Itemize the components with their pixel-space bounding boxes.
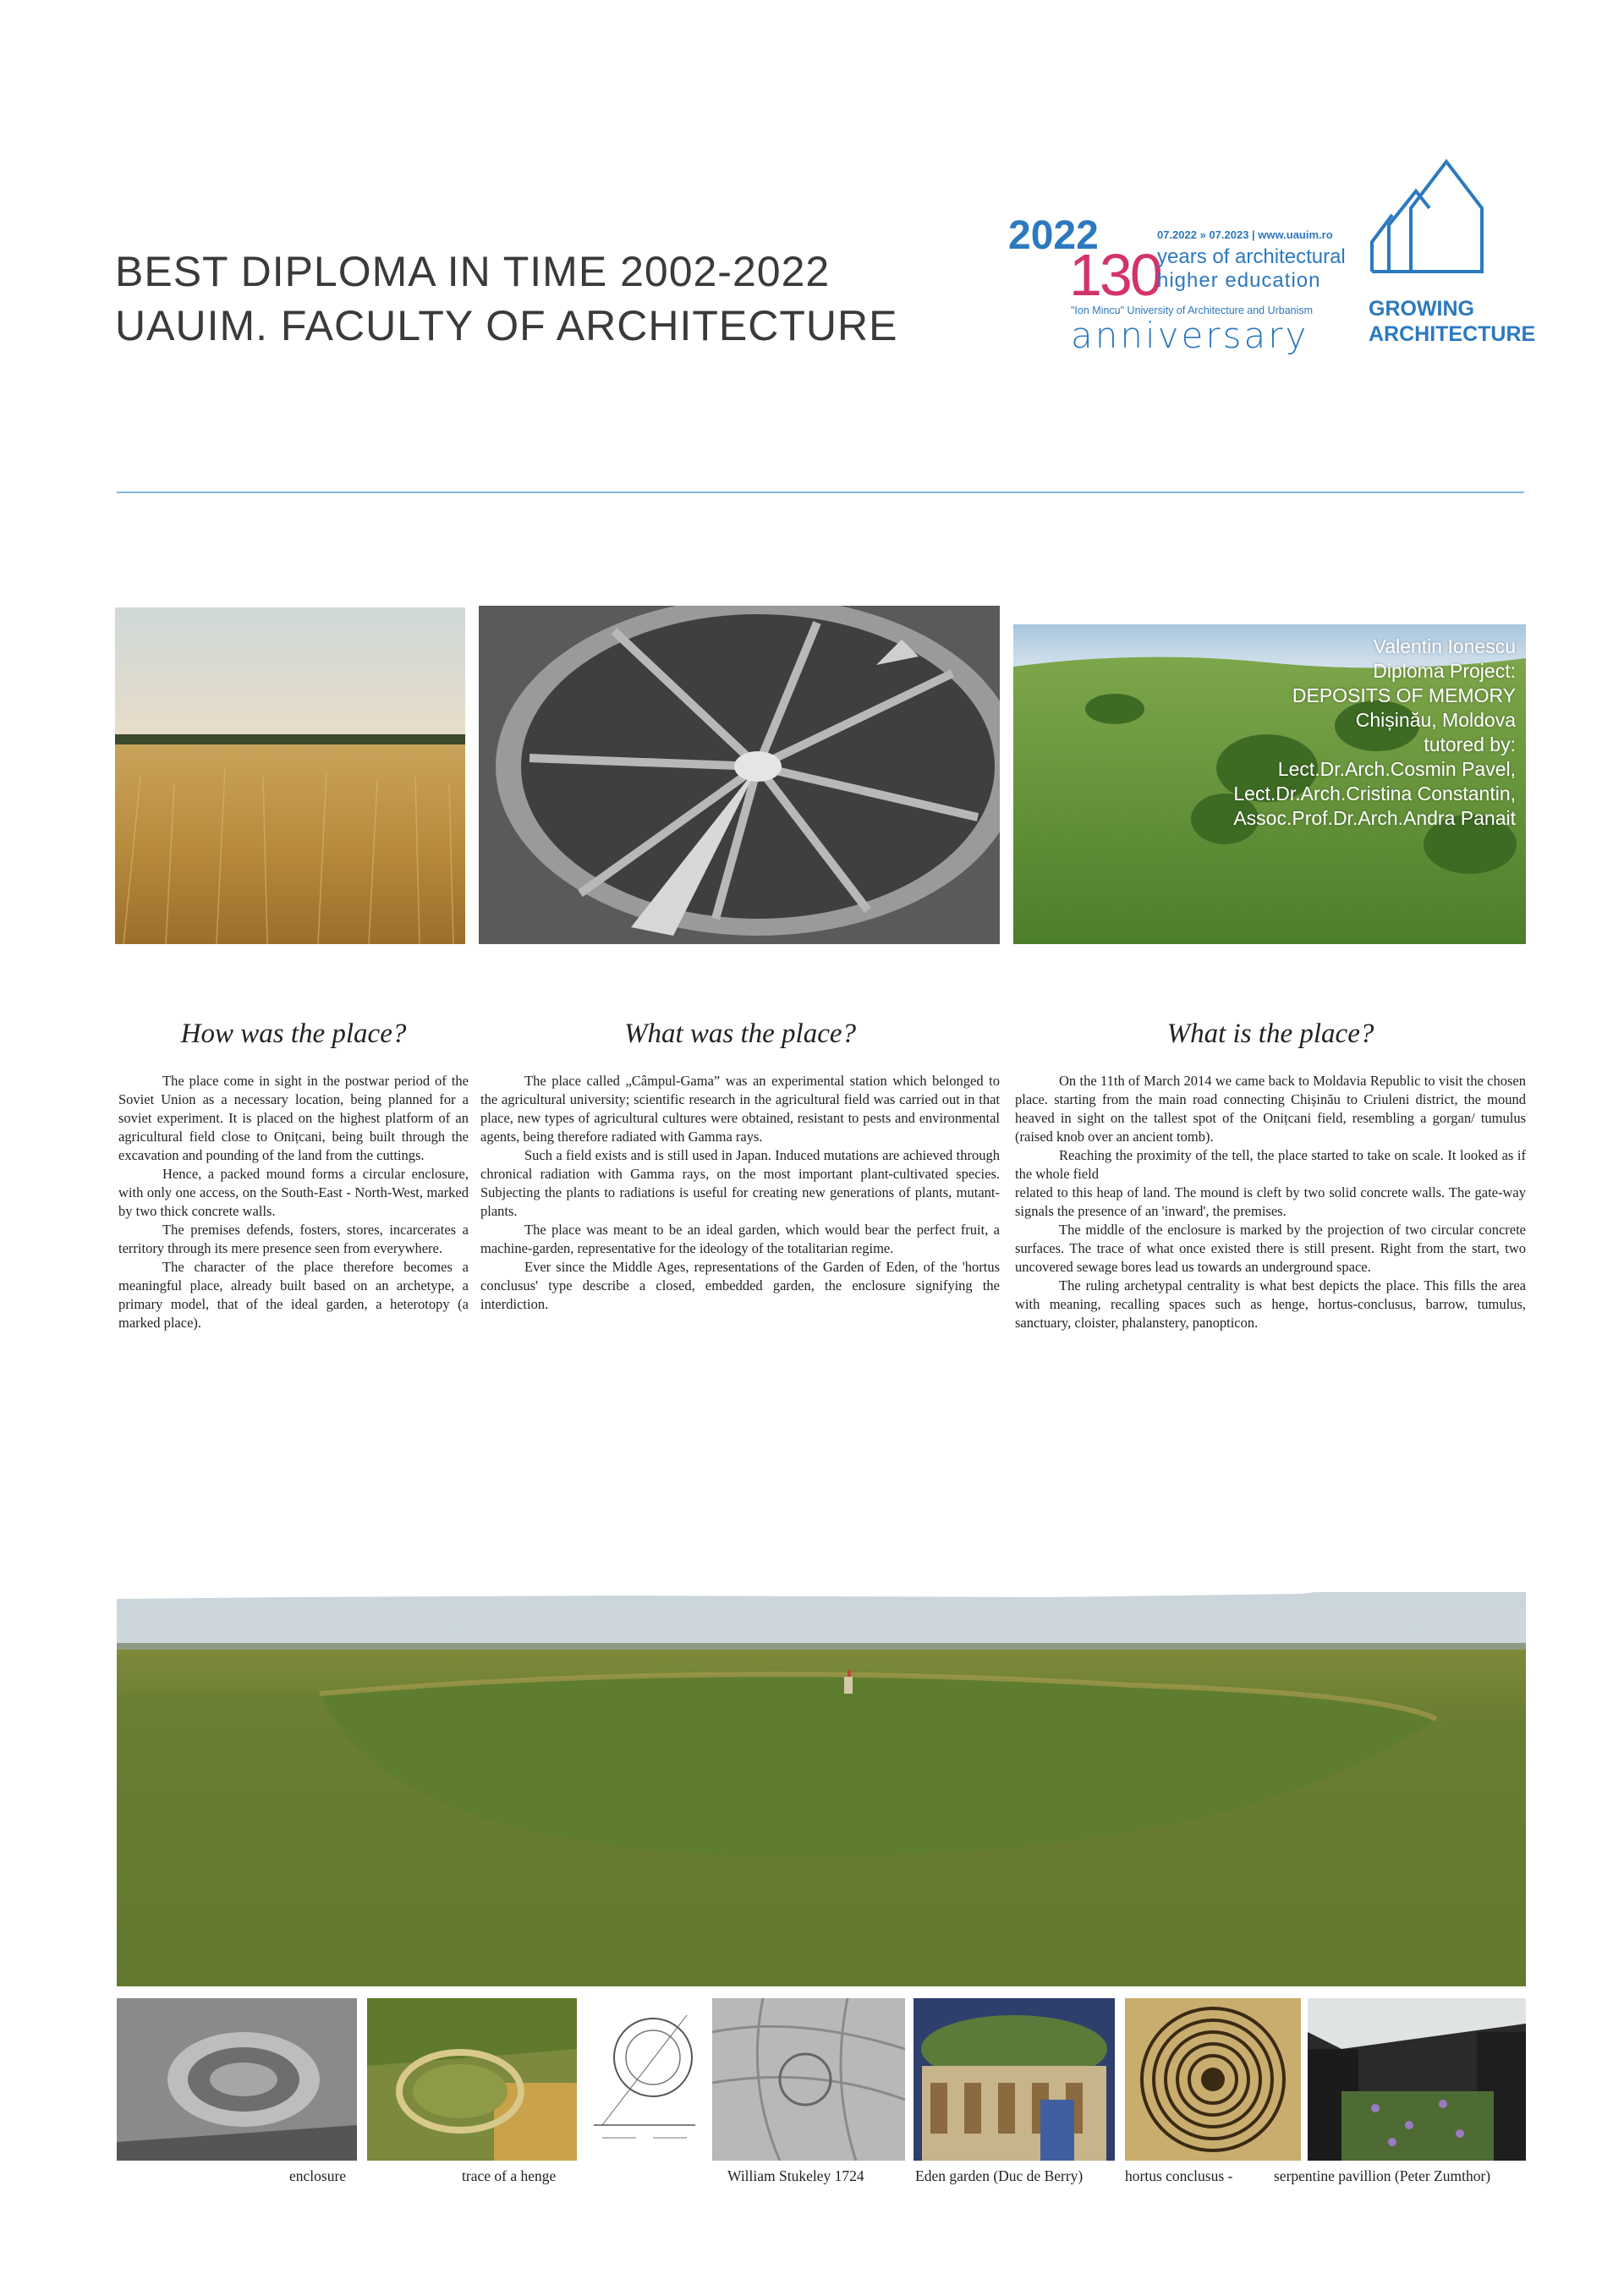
column-body bbox=[1015, 1072, 1526, 1332]
labyrinth-thumbnail bbox=[1125, 1998, 1301, 2161]
column-heading: What was the place? bbox=[623, 1019, 857, 1049]
paragraph: On the 11th of March 2014 we came back to Moldavia Republic to visit the chosen place. starting from the main road connecting Chișinău to Criuleni district, the mound heaved in sight on the tallest spot of the Onițcani field, resembling a gorgan/ tumulus (raised knob over an ancient tomb). bbox=[1015, 1073, 1526, 1145]
paragraph: Hence, a packed mound forms a circular enclosure, with only one access, on the South-East - North-West, marked by two thick concrete walls. bbox=[118, 1166, 469, 1219]
anniversary-dates: 07.2022 » 07.2023 | www.uauim.ro bbox=[1157, 228, 1333, 241]
column-heading: How was the place? bbox=[180, 1019, 407, 1049]
credit-line: Valentin Ionescu bbox=[1373, 635, 1516, 657]
growing-architecture-logo bbox=[1365, 157, 1534, 352]
paragraph: The place was meant to be an ideal garden, which would bear the perfect fruit, a machine-garden, representative for the ideology of the totalitarian regime. bbox=[480, 1222, 1000, 1256]
anniversary-university: "Ion Mincu" University of Architecture and Urbanism bbox=[1071, 305, 1314, 316]
enclosure-thumbnail bbox=[117, 1998, 357, 2161]
column-heading: What is the place? bbox=[1166, 1019, 1374, 1049]
column-body bbox=[118, 1072, 469, 1332]
credit-line: Lect.Dr.Arch.Cristina Constantin, bbox=[1233, 783, 1516, 805]
credit-line: Assoc.Prof.Dr.Arch.Andra Panait bbox=[1233, 807, 1516, 829]
panorama-photo bbox=[117, 1592, 1526, 1986]
stukeley-drawing-thumbnail bbox=[585, 1998, 707, 2161]
paragraph: The place called „Câmpul-Gama” was an experimental station which belonged to the agricultural university; scientific research in the agricultural field was carried out in that place, new types of agricultural cultures were obtained, resistant to pests and environmental agents, being therefore radiated with Gamma rays. bbox=[480, 1073, 1000, 1145]
caption-enclosure: enclosure bbox=[289, 2167, 347, 2184]
anniversary-number: 130 bbox=[1069, 242, 1160, 308]
project-credits bbox=[1233, 634, 1516, 831]
paragraph: Ever since the Middle Ages, representations of the Garden of Eden, of the 'hortus conclusus' type describe a closed, embedded garden, the enclosure signifying the interdiction. bbox=[480, 1259, 1000, 1312]
serpentine-pavilion-thumbnail bbox=[1308, 1998, 1526, 2161]
column-how bbox=[118, 1019, 469, 1332]
caption-eden-garden: Eden garden (Duc de Berry) bbox=[915, 2167, 1084, 2184]
anniversary-logo bbox=[1008, 211, 1346, 356]
paragraph: Such a field exists and is still used in Japan. Induced mutations are achieved through chronical radiation with Gamma rays, on the most important plant-cultivated species. Subjecting the plants to radiations is useful for creating new generations of plants, mutant-plants. bbox=[480, 1147, 1000, 1219]
paragraph: related to this heap of land. The mound is cleft by two solid concrete walls. The gate-way signals the presence of an 'inward', the premises. bbox=[1015, 1184, 1526, 1219]
column-body bbox=[480, 1072, 1000, 1314]
title-line-2: UAUIM. FACULTY OF ARCHITECTURE bbox=[115, 302, 898, 349]
meadow-photo bbox=[1013, 624, 1526, 944]
credit-line: Chișinău, Moldova bbox=[1355, 709, 1516, 731]
caption-henge: trace of a henge bbox=[462, 2167, 557, 2184]
paragraph: The place come in sight in the postwar period of the Soviet Union as a necessary location, being planned for a soviet experiment. It is placed on the highest platform of an agricultural field close to Onițcani, being built through the excavation and pounding of the land from the cuttings. bbox=[118, 1073, 469, 1163]
title-line-1: BEST DIPLOMA IN TIME 2002-2022 bbox=[115, 248, 831, 295]
credit-line: DEPOSITS OF MEMORY bbox=[1292, 684, 1516, 706]
paragraph: Reaching the proximity of the tell, the place started to take on scale. It looked as if the whole field bbox=[1015, 1147, 1526, 1182]
wheat-field-photo bbox=[115, 607, 465, 944]
paragraph: The character of the place therefore becomes a meaningful place, already built based on an archetype, a primary model, that of the ideal garden, a heterotopy (a marked place). bbox=[118, 1259, 469, 1331]
city-map-thumbnail bbox=[712, 1998, 905, 2161]
growing-line-1: GROWING bbox=[1369, 297, 1474, 321]
credit-line: Diploma Project: bbox=[1373, 660, 1516, 682]
column-what-is bbox=[1015, 1019, 1526, 1332]
aerial-experiment-photo bbox=[479, 606, 1000, 944]
caption-stukeley: William Stukeley 1724 bbox=[727, 2167, 864, 2184]
credit-line: Lect.Dr.Arch.Cosmin Pavel, bbox=[1277, 758, 1516, 780]
paragraph: The middle of the enclosure is marked by the projection of two circular concrete surfaces. The trace of what once existed there is still present. Right from the start, two uncovered sewage bores lead us towards an underground space. bbox=[1015, 1222, 1526, 1275]
anniversary-year: 2022 bbox=[1008, 213, 1099, 258]
paragraph: The premises defends, fosters, stores, incarcerates a territory through its mere presence seen from everywhere. bbox=[118, 1222, 469, 1256]
henge-thumbnail bbox=[367, 1998, 577, 2161]
header-divider bbox=[117, 492, 1524, 493]
caption-serpentine-pavilion: serpentine pavillion (Peter Zumthor) bbox=[1274, 2167, 1491, 2184]
credit-line: tutored by: bbox=[1424, 733, 1516, 755]
caption-hortus-conclusus: hortus conclusus - bbox=[1125, 2167, 1233, 2184]
eden-garden-thumbnail bbox=[914, 1998, 1115, 2161]
column-what-was bbox=[480, 1019, 1000, 1314]
growing-line-2: ARCHITECTURE bbox=[1369, 322, 1536, 346]
paragraph: The ruling archetypal centrality is what best depicts the place. This fills the area with meaning, recalling spaces such as henge, hortus-conclusus, barrow, tumulus, sanctuary, cloister, phalanstery, panopticon. bbox=[1015, 1277, 1526, 1331]
anniversary-word: anniversary bbox=[1071, 315, 1309, 356]
houses-icon bbox=[1369, 157, 1504, 276]
anniversary-line-1: years of architectural bbox=[1157, 245, 1346, 268]
anniversary-line-2: higher education bbox=[1157, 269, 1321, 292]
